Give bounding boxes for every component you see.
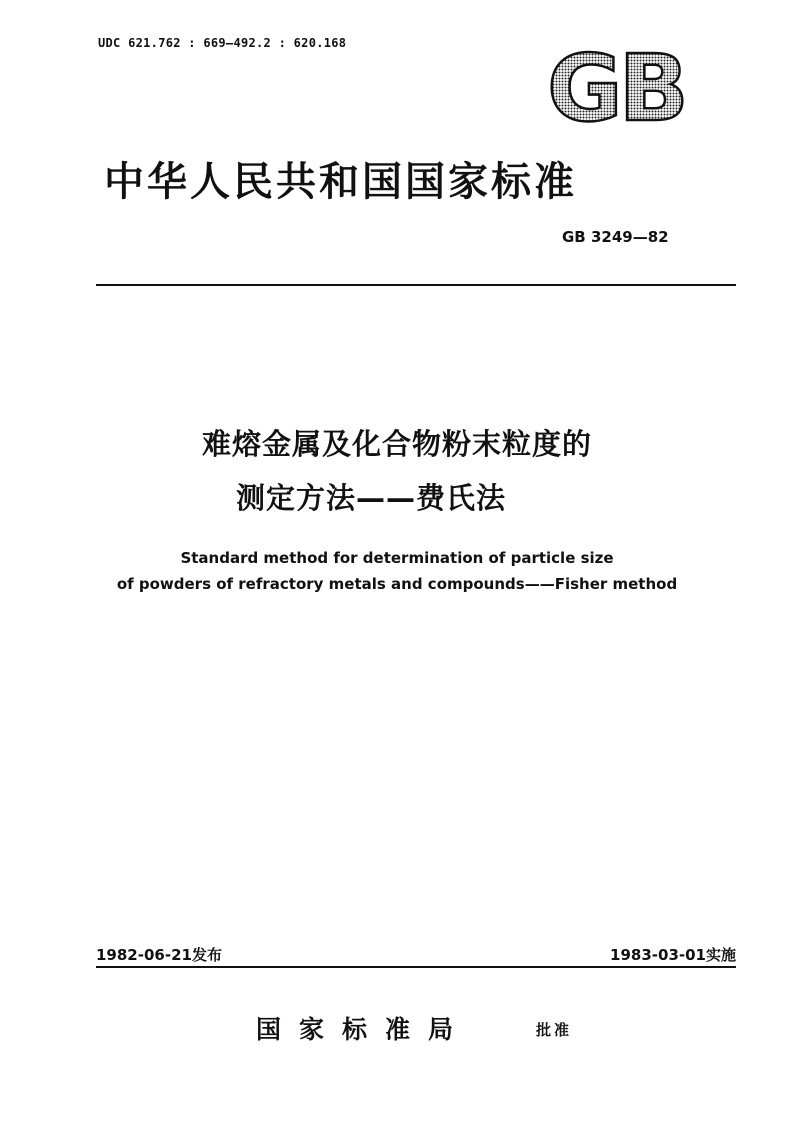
- document-title-en-line-1: Standard method for determination of particle size: [180, 549, 614, 567]
- udc-code: UDC 621.762 : 669—492.2 : 620.168: [98, 36, 347, 50]
- gb-logo: [534, 44, 698, 128]
- approval-label: 批准: [536, 1021, 573, 1039]
- gb-logo-text: GB: [547, 44, 685, 128]
- implementation-date: 1983-03-01实施: [610, 946, 736, 964]
- top-divider: [96, 284, 736, 286]
- bottom-divider: [96, 966, 736, 968]
- issuing-agency: 国家标准局: [256, 1015, 472, 1044]
- document-title-en-line-2: of powders of refractory metals and compounds——Fisher method: [116, 575, 678, 593]
- document-title-cn-line-1: 难熔金属及化合物粉末粒度的: [201, 427, 592, 461]
- document-title-cn-line-2: 测定方法——费氏法: [236, 481, 507, 515]
- issue-date: 1982-06-21发布: [96, 946, 222, 964]
- standard-series-title: 中华人民共和国国家标准: [104, 159, 577, 205]
- standard-number: GB 3249—82: [562, 228, 669, 246]
